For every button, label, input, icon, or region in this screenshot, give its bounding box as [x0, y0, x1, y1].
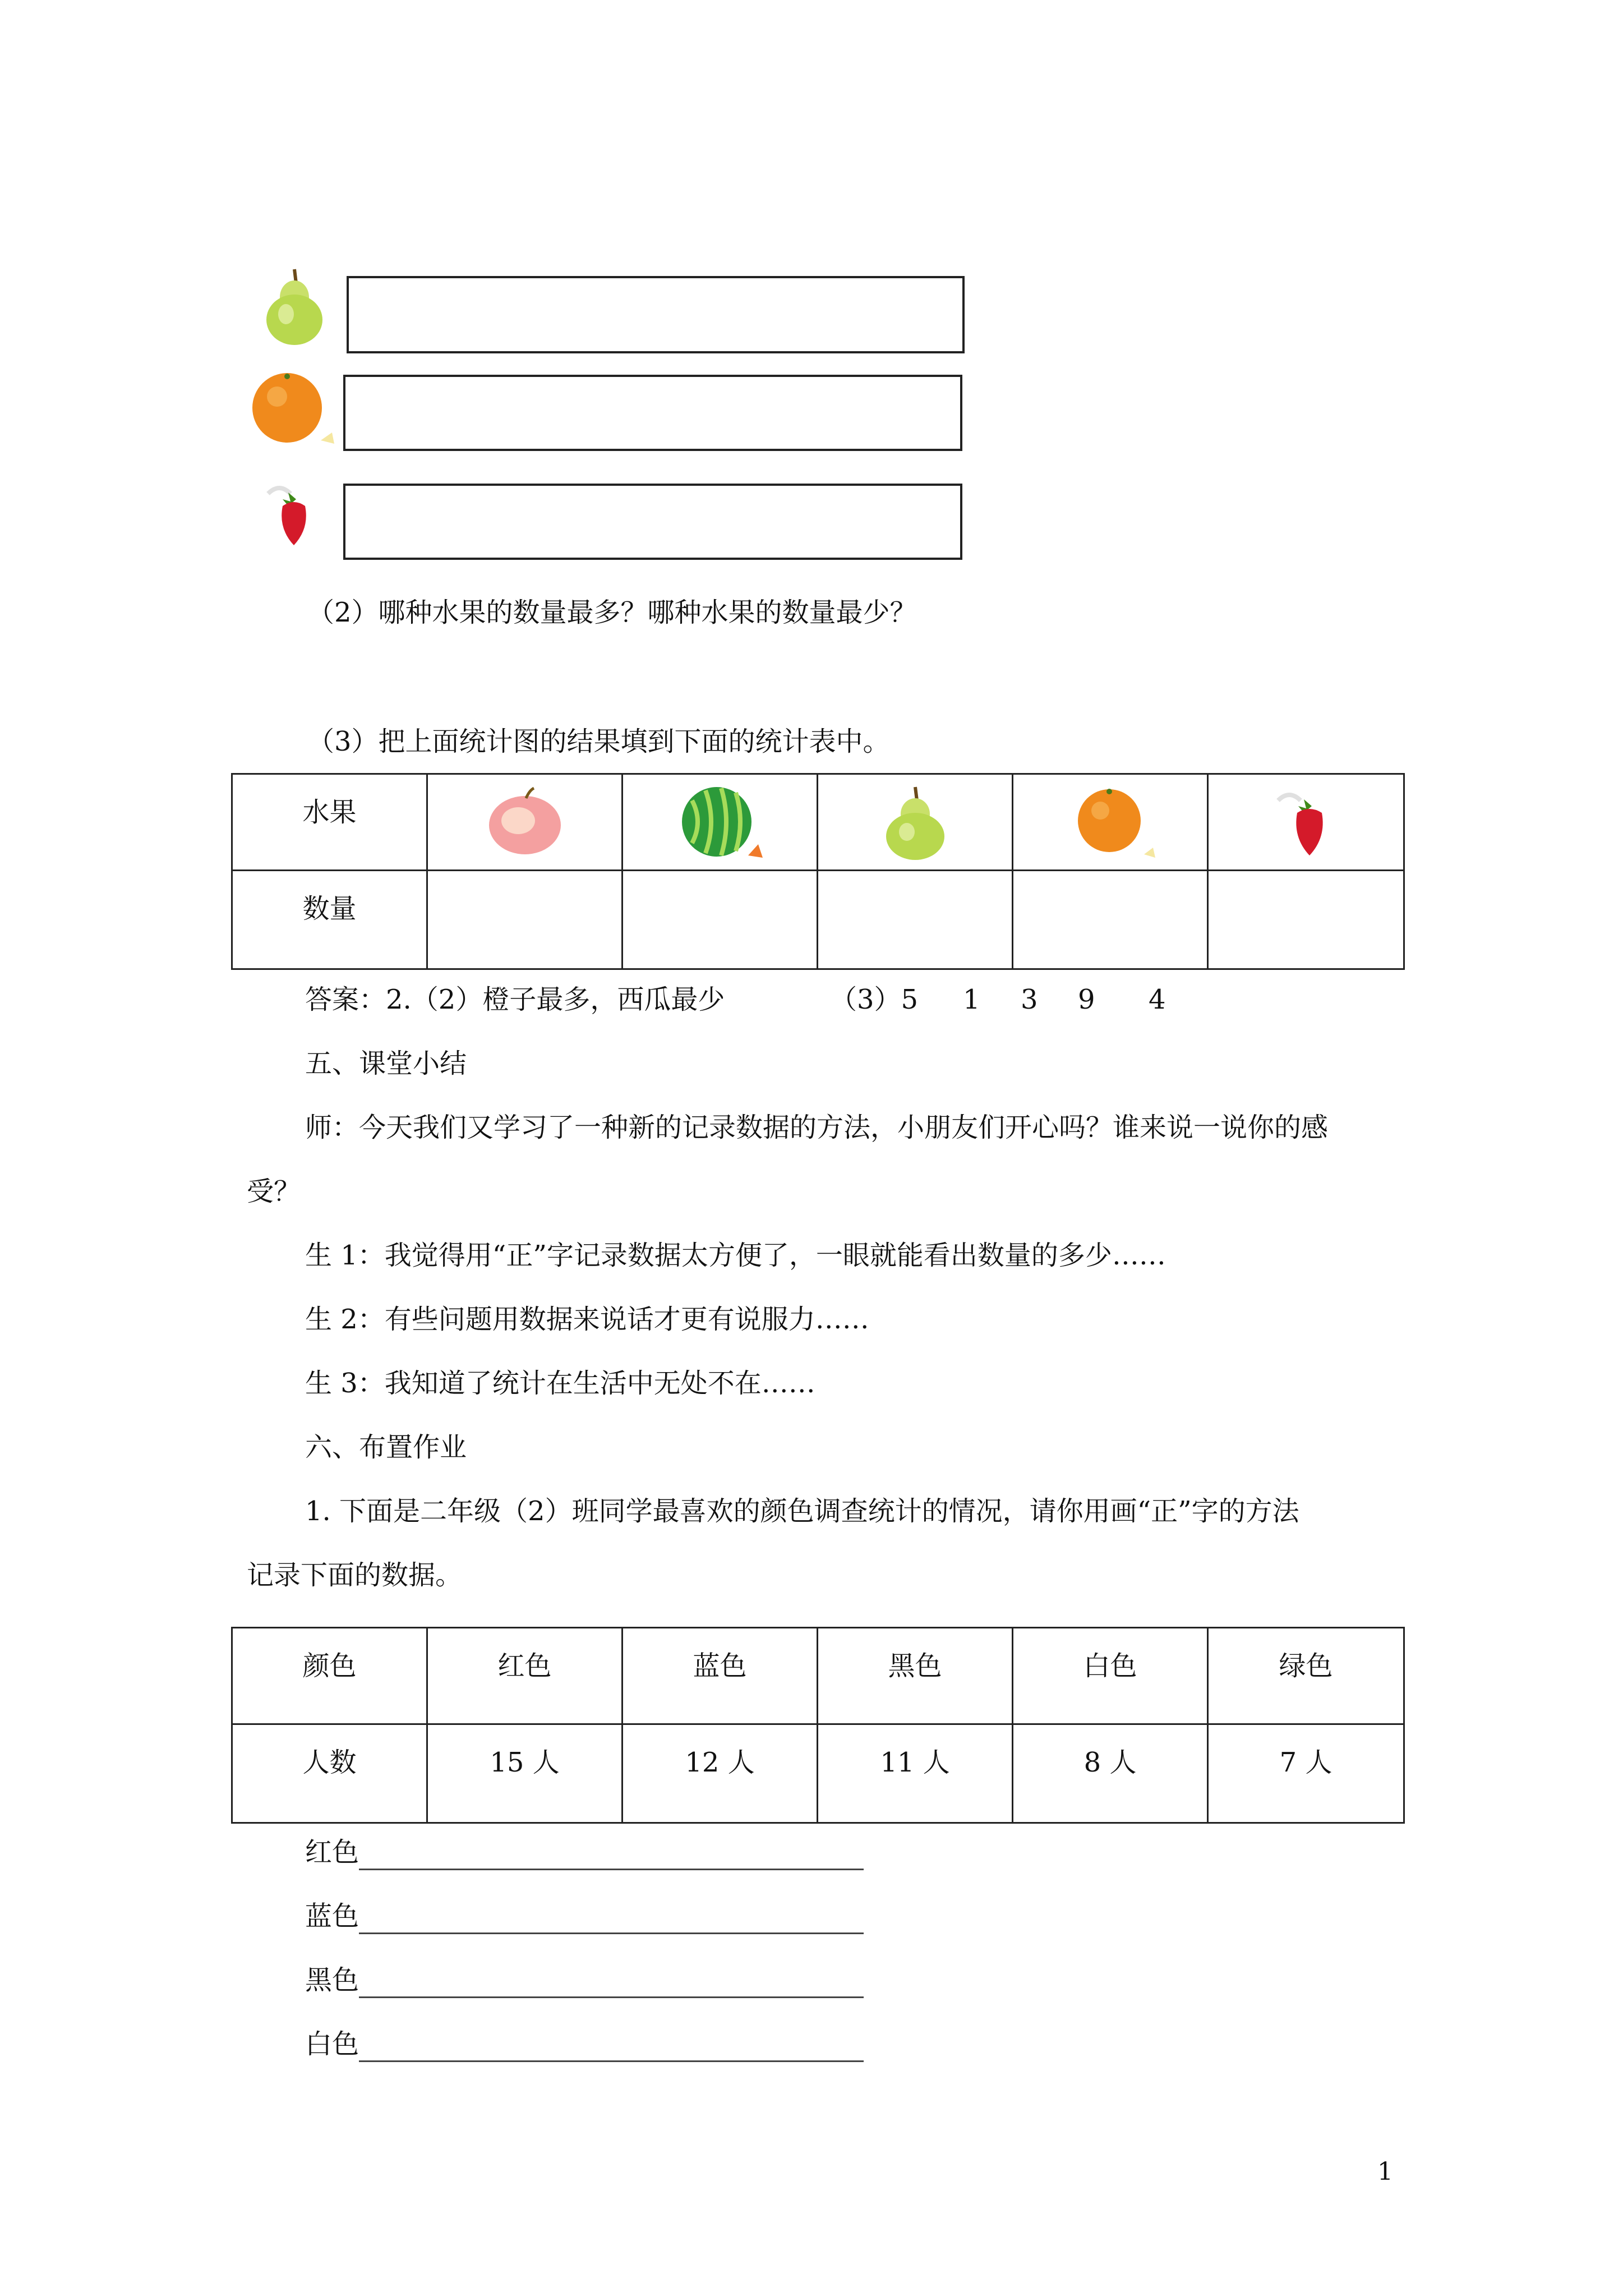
- fruit-header-cell: 水果: [232, 774, 427, 871]
- fill-label: 红色: [305, 1837, 359, 1868]
- quantity-cell-pear[interactable]: [818, 871, 1013, 969]
- orange-icon: [242, 367, 338, 457]
- fill-label: 白色: [305, 2028, 359, 2060]
- quantity-cell-strawberry[interactable]: [1208, 871, 1404, 969]
- orange-icon: [1060, 784, 1161, 862]
- fruit-cell-apple: [427, 774, 623, 871]
- student-3-line: 生 3：我知道了统计在生活中无处不在……: [305, 1368, 815, 1399]
- answer-value: 1: [963, 984, 980, 1015]
- question-2: （2）哪种水果的数量最多？哪种水果的数量最少？: [307, 597, 917, 628]
- apple-icon: [474, 786, 575, 859]
- homework-1-line-2: 记录下面的数据。: [247, 1559, 463, 1591]
- student-1-line: 生 1：我觉得用“正”字记录数据太方便了，一眼就能看出数量的多少……: [305, 1240, 1166, 1271]
- color-name-cell: 黑色: [818, 1628, 1013, 1724]
- homework-1-line-1: 1. 下面是二年级（2）班同学最喜欢的颜色调查统计的情况，请你用画“正”字的方法: [305, 1496, 1299, 1527]
- question-3: （3）把上面统计图的结果填到下面的统计表中。: [307, 726, 890, 757]
- fruit-cell-pear: [818, 774, 1013, 871]
- answer-label: 答案：2.（2）橙子最多，西瓜最少: [305, 984, 725, 1015]
- quantity-cell-apple[interactable]: [427, 871, 623, 969]
- fill-row-red: [305, 1834, 864, 1870]
- color-table: [231, 1627, 1405, 1824]
- strawberry-icon: [1256, 784, 1357, 862]
- fruit-cell-strawberry: [1208, 774, 1404, 871]
- fill-blank[interactable]: [359, 1903, 864, 1934]
- student-2-line: 生 2：有些问题用数据来说话才更有说服力……: [305, 1304, 869, 1335]
- color-name-cell: 白色: [1013, 1628, 1208, 1724]
- quantity-header-cell: 数量: [232, 871, 427, 969]
- quantity-cell-watermelon[interactable]: [623, 871, 818, 969]
- fruit-table: [231, 773, 1405, 970]
- people-header-cell: 人数: [232, 1724, 427, 1823]
- watermelon-icon: [670, 784, 771, 862]
- color-name-cell: 红色: [427, 1628, 623, 1724]
- pear-count-box[interactable]: [347, 276, 965, 353]
- people-count-cell: 7 人: [1208, 1724, 1404, 1823]
- page-number: 1: [1377, 2157, 1393, 2186]
- people-count-cell: 8 人: [1013, 1724, 1208, 1823]
- fill-label: 黑色: [305, 1964, 359, 1996]
- answer-value: 3: [1021, 984, 1038, 1015]
- pear-icon: [252, 264, 336, 348]
- color-name-cell: 绿色: [1208, 1628, 1404, 1724]
- answer-value: 4: [1149, 984, 1166, 1015]
- color-name-cell: 蓝色: [623, 1628, 818, 1724]
- people-count-cell: 11 人: [818, 1724, 1013, 1823]
- fill-row-black: [305, 1962, 864, 1998]
- fill-blank[interactable]: [359, 2031, 864, 2062]
- fill-blank[interactable]: [359, 1967, 864, 1998]
- color-header-cell: 颜色: [232, 1628, 427, 1724]
- answer-value: 9: [1078, 984, 1095, 1015]
- fill-row-white: [305, 2026, 864, 2062]
- answer-part3: （3）5: [830, 984, 919, 1015]
- people-count-cell: 15 人: [427, 1724, 623, 1823]
- people-count-cell: 12 人: [623, 1724, 818, 1823]
- section-6-title: 六、布置作业: [305, 1432, 467, 1463]
- strawberry-icon: [246, 471, 341, 561]
- fill-blank[interactable]: [359, 1839, 864, 1870]
- quantity-cell-orange[interactable]: [1013, 871, 1208, 969]
- pear-icon: [873, 784, 957, 862]
- orange-count-box[interactable]: [343, 375, 962, 451]
- strawberry-count-box[interactable]: [343, 484, 962, 560]
- fill-row-blue: [305, 1898, 864, 1934]
- fruit-cell-orange: [1013, 774, 1208, 871]
- section-5-title: 五、课堂小结: [305, 1048, 467, 1079]
- fruit-cell-watermelon: [623, 774, 818, 871]
- teacher-line-2: 受？: [247, 1176, 301, 1207]
- fill-label: 蓝色: [305, 1901, 359, 1932]
- teacher-line-1: 师：今天我们又学习了一种新的记录数据的方法，小朋友们开心吗？谁来说一说你的感: [305, 1112, 1329, 1143]
